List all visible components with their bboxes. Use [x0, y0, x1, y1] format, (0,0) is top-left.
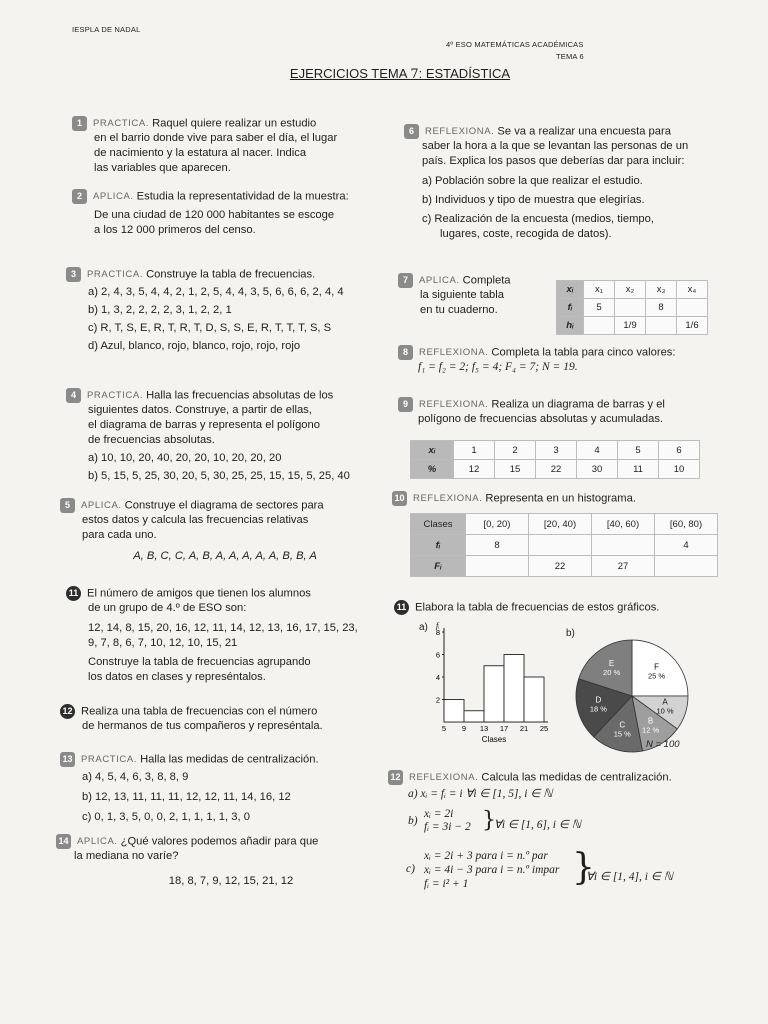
table-cell: [40, 60) — [592, 514, 655, 535]
exercise-tag: APLICA. — [93, 191, 134, 203]
exercise-tag: REFLEXIONA. — [413, 493, 483, 505]
pie-slice-label: C — [619, 720, 626, 730]
table-cell: x₂ — [615, 281, 646, 299]
text-line: Se va a realizar una encuesta para — [497, 125, 671, 138]
table-cell: [0, 20) — [466, 514, 529, 535]
table-cell: 2 — [495, 441, 536, 460]
data-list: A, B, C, C, A, B, A, A, A, A, A, B, B, A — [133, 550, 317, 563]
chart-a-label: a) — [419, 622, 428, 633]
table-cell: 11 — [618, 460, 659, 479]
table-header: Fᵢ — [411, 556, 466, 577]
exercise-12 — [60, 704, 390, 734]
text-line: el diagrama de barras y representa el polígono — [88, 419, 320, 432]
exercise-tag: APLICA. — [81, 500, 122, 512]
text-line: De una ciudad de 120 000 habitantes se escoge — [94, 209, 335, 222]
table-row — [557, 299, 708, 317]
table-cell: 10 — [659, 460, 700, 479]
table-ex10 — [410, 513, 718, 577]
text-line: El número de amigos que tienen los alumnos — [87, 587, 311, 600]
table-cell: 3 — [536, 441, 577, 460]
table-cell: 8 — [466, 535, 529, 556]
table-header: Clases — [411, 514, 466, 535]
exercise-number: 4 — [66, 388, 81, 403]
item-c-condition: ∀i ∈ [1, 4], i ∈ ℕ — [586, 871, 673, 883]
text-line: siguientes datos. Construye, a partir de ellas, — [88, 404, 312, 417]
exercise-tag: REFLEXIONA. — [425, 126, 495, 138]
table-cell: 1 — [454, 441, 495, 460]
table-cell — [655, 556, 718, 577]
text-line: Realiza un diagrama de barras y el — [491, 398, 665, 411]
brace-icon: } — [482, 808, 496, 833]
pie-slice-label: A — [662, 697, 668, 707]
text-line: polígono de frecuencias absolutas y acumuladas. — [418, 413, 664, 426]
equation: xᵢ = 4i − 3 para i = n.º impar — [424, 864, 560, 876]
exercise-8 — [398, 345, 718, 375]
pie-slice — [632, 640, 688, 696]
title-handwritten-number: 7 — [410, 67, 419, 82]
y-tick-label: 8 — [435, 628, 440, 637]
chart-b-label: b) — [566, 628, 575, 639]
x-tick-label: 17 — [499, 724, 509, 733]
exercise-tag: PRACTICA. — [81, 754, 138, 766]
unit-label: TEMA 6 — [556, 52, 584, 61]
brace-icon: } — [572, 847, 595, 888]
text-line: la mediana no varíe? — [74, 850, 179, 863]
pie-value-label: 18 % — [589, 704, 607, 714]
exercise-number: 1 — [72, 116, 87, 131]
table-cell: 15 — [495, 460, 536, 479]
exercise-number: 7 — [398, 273, 413, 288]
school-name: IESPLA DE NADAL — [72, 25, 141, 34]
text-line: Construye el diagrama de sectores para — [124, 499, 324, 512]
table-cell: 5 — [584, 299, 615, 317]
title-suffix: : ESTADÍSTICA — [418, 66, 511, 81]
table-row — [411, 460, 700, 479]
item-b: b) 12, 13, 11, 11, 11, 12, 12, 11, 14, 16, 12 — [82, 791, 291, 804]
histogram-bar — [464, 711, 484, 722]
exercise-tag: REFLEXIONA. — [419, 399, 489, 411]
table-row — [557, 317, 708, 335]
table-cell — [615, 299, 646, 317]
histogram-bar — [524, 677, 544, 722]
item-c: c) Realización de la encuesta (medios, tiempo, — [422, 213, 654, 226]
table-ex7 — [556, 280, 708, 335]
item-b: b) 1, 3, 2, 2, 2, 2, 3, 1, 2, 2, 1 — [88, 304, 232, 317]
pie-value-label: 15 % — [613, 729, 631, 739]
text-line: estos datos y calcula las frecuencias relativas — [82, 514, 309, 527]
text-line: saber la hora a la que se levantan las personas de un — [422, 140, 689, 153]
exercise-tag: APLICA. — [419, 275, 460, 287]
exercise-tag: PRACTICA. — [87, 390, 144, 402]
table-cell — [646, 317, 677, 335]
exercise-tag: APLICA. — [77, 836, 118, 848]
table-header: xᵢ — [557, 281, 584, 299]
text-line: Halla las medidas de centralización. — [140, 753, 319, 766]
table-cell: 4 — [577, 441, 618, 460]
text-line: a los 12 000 primeros del censo. — [94, 224, 256, 237]
table-row — [557, 281, 708, 299]
item-c-system — [424, 849, 559, 891]
histogram-chart — [420, 622, 560, 752]
exercise-12b — [388, 770, 718, 802]
text-line: Completa — [462, 274, 511, 287]
table-cell: 5 — [618, 441, 659, 460]
pie-slice-label: D — [595, 695, 602, 705]
exercise-tag: PRACTICA. — [87, 269, 144, 281]
item-b-condition: ∀i ∈ [1, 6], i ∈ ℕ — [494, 819, 581, 831]
exercise-4 — [66, 388, 396, 484]
equation: xᵢ = 2i + 3 para i = n.º par — [424, 850, 548, 862]
item-c: c) 0, 1, 3, 5, 0, 0, 2, 1, 1, 1, 1, 3, 0 — [82, 811, 250, 824]
pie-value-label: 12 % — [642, 725, 660, 735]
table-header: fᵢ — [411, 535, 466, 556]
data-list: 18, 8, 7, 9, 12, 15, 21, 12 — [168, 875, 294, 888]
exercise-1 — [72, 116, 392, 176]
exercise-number: 13 — [60, 752, 75, 767]
x-tick-label: 21 — [519, 724, 529, 733]
title-prefix: EJERCICIOS TEMA — [289, 66, 411, 81]
pie-total-label: N = 100 — [646, 739, 680, 750]
exercise-11b — [394, 600, 714, 615]
exercise-tag: REFLEXIONA. — [419, 347, 489, 359]
text-line: Realiza una tabla de frecuencias con el número — [81, 705, 318, 718]
text-line: Elabora la tabla de frecuencias de estos gráficos. — [415, 601, 660, 614]
text-line: país. Explica los pasos que deberías dar para incluir: — [422, 155, 685, 168]
x-tick-label: 5 — [441, 724, 447, 733]
pie-value-label: 20 % — [603, 667, 621, 677]
item-d: d) Azul, blanco, rojo, blanco, rojo, rojo, rojo — [88, 340, 301, 353]
table-cell — [466, 556, 529, 577]
text-line: la siguiente tabla — [420, 289, 504, 302]
exercise-number: 3 — [66, 267, 81, 282]
table-cell — [592, 535, 655, 556]
exercise-2 — [72, 189, 392, 238]
item-a: a) xᵢ = fᵢ = i ∀i ∈ [1, 5], i ∈ ℕ — [408, 788, 553, 801]
equation: fᵢ = 3i − 2 — [424, 821, 471, 833]
item-b-system — [424, 808, 471, 834]
item-b: b) Individuos y tipo de muestra que elegirías. — [422, 194, 645, 207]
histogram-bar — [444, 700, 464, 723]
exercise-number: 12 — [60, 704, 75, 719]
pie-slice-label: F — [654, 662, 659, 672]
y-axis-label: fᵢ — [436, 622, 440, 630]
exercise-5 — [60, 498, 390, 564]
exercise-number: 2 — [72, 189, 87, 204]
exercise-number: 9 — [398, 397, 413, 412]
page-title — [270, 66, 530, 82]
course-name: 4º ESO MATEMÁTICAS ACADÉMICAS — [446, 40, 584, 49]
exercise-14 — [56, 834, 386, 889]
table-cell: [20, 40) — [529, 514, 592, 535]
item-a: a) 2, 4, 3, 5, 4, 4, 2, 1, 2, 5, 4, 4, 3, 5, 6, 6, 6, 2, 4, 4 — [88, 286, 344, 299]
exercise-3 — [66, 267, 396, 354]
table-cell — [529, 535, 592, 556]
exercise-number: 8 — [398, 345, 413, 360]
data-line: 9, 7, 8, 6, 7, 10, 12, 10, 15, 21 — [88, 637, 238, 650]
table-cell: 22 — [529, 556, 592, 577]
pie-chart — [572, 636, 692, 756]
text-line: Completa la tabla para cinco valores: — [491, 346, 676, 359]
data-line: 12, 14, 8, 15, 20, 16, 12, 11, 14, 12, 13, 16, 17, 15, 23, — [88, 622, 358, 635]
item-b: b) 5, 15, 5, 25, 30, 20, 5, 30, 25, 25, 15, 15, 5, 25, 40 — [88, 470, 350, 483]
exercise-7 — [398, 273, 548, 318]
histogram-bar — [484, 666, 504, 722]
text-line: los datos en clases y represéntalos. — [88, 671, 266, 684]
table-row — [411, 535, 718, 556]
pie-value-label: 25 % — [647, 671, 666, 681]
table-cell: 12 — [454, 460, 495, 479]
equation: fᵢ = i² + 1 — [424, 878, 469, 890]
exercise-number: 11 — [66, 586, 81, 601]
y-tick-label: 6 — [435, 650, 440, 660]
table-cell: 30 — [577, 460, 618, 479]
table-row — [411, 441, 700, 460]
item-a: a) 10, 10, 20, 40, 20, 20, 10, 20, 20, 20 — [88, 452, 282, 465]
pie-slice-label: E — [608, 658, 615, 668]
equation: xᵢ = 2i — [424, 808, 454, 820]
item-c-label: c) — [406, 863, 415, 875]
pie-value-label: 10 % — [656, 706, 674, 716]
exercise-number: 5 — [60, 498, 75, 513]
text-line: de un grupo de 4.º de ESO son: — [88, 602, 247, 615]
table-cell: 1/6 — [677, 317, 708, 335]
table-cell: 27 — [592, 556, 655, 577]
item-c-cont: lugares, coste, recogida de datos). — [440, 228, 612, 241]
pie-slice-label: B — [647, 716, 654, 726]
text-line: de hermanos de tus compañeros y represéntala. — [82, 720, 323, 733]
table-row — [411, 514, 718, 535]
x-tick-label: 25 — [539, 724, 549, 733]
table-header: fᵢ — [557, 299, 584, 317]
table-cell: [60, 80) — [655, 514, 718, 535]
exercise-number: 12 — [388, 770, 403, 785]
text-line: Construye la tabla de frecuencias. — [146, 268, 316, 281]
text-line: en tu cuaderno. — [420, 304, 498, 317]
y-tick-label: 4 — [435, 673, 440, 682]
exercise-number: 6 — [404, 124, 419, 139]
conditions: f₁ = f₂ = 2; f₅ = 4; F₄ = 7; N = 19. — [418, 361, 578, 374]
exercise-6 — [404, 124, 714, 242]
text-line: para cada uno. — [82, 529, 157, 542]
table-cell: x₁ — [584, 281, 615, 299]
table-ex9 — [410, 440, 700, 479]
text-line: Representa en un histograma. — [485, 492, 636, 505]
item-a: a) 4, 5, 4, 6, 3, 8, 8, 9 — [82, 771, 189, 784]
text-line: ¿Qué valores podemos añadir para que — [120, 835, 319, 848]
table-cell — [584, 317, 615, 335]
table-cell: x₃ — [646, 281, 677, 299]
table-cell — [677, 299, 708, 317]
table-cell: 1/9 — [615, 317, 646, 335]
item-c: c) R, T, S, E, R, T, R, T, D, S, S, E, R, T, T, T, S, S — [88, 322, 332, 335]
text-line: Raquel quiere realizar un estudio — [152, 117, 317, 130]
exercise-number: 11 — [394, 600, 409, 615]
table-row — [411, 556, 718, 577]
text-line: Estudia la representatividad de la muestra: — [136, 190, 349, 203]
histogram-bar — [504, 655, 524, 723]
text-line: Construye la tabla de frecuencias agrupando — [88, 656, 311, 669]
text-line: de nacimiento y la estatura al nacer. Indica — [94, 147, 307, 160]
table-header: % — [411, 460, 454, 479]
exercise-9 — [398, 397, 718, 427]
table-header: xᵢ — [411, 441, 454, 460]
text-line: las variables que aparecen. — [94, 162, 231, 175]
x-tick-label: 9 — [461, 724, 467, 733]
item-a: a) Población sobre la que realizar el estudio. — [422, 175, 643, 188]
exercise-number: 14 — [56, 834, 71, 849]
table-cell: 8 — [646, 299, 677, 317]
exercise-tag: REFLEXIONA. — [409, 772, 479, 784]
table-cell: x₄ — [677, 281, 708, 299]
text-line: de frecuencias absolutas. — [88, 434, 215, 447]
table-header: hᵢ — [557, 317, 584, 335]
exercise-tag: PRACTICA. — [93, 118, 150, 130]
exercise-13 — [60, 752, 390, 825]
exercise-10 — [392, 491, 712, 506]
item-b-label: b) — [408, 815, 418, 827]
x-tick-label: 13 — [479, 724, 489, 733]
table-cell: 6 — [659, 441, 700, 460]
y-tick-label: 2 — [435, 695, 440, 705]
text-line: Halla las frecuencias absolutas de los — [146, 389, 334, 402]
table-cell: 22 — [536, 460, 577, 479]
text-line: Calcula las medidas de centralización. — [481, 771, 672, 784]
x-axis-label: Clases — [481, 735, 507, 744]
table-cell: 4 — [655, 535, 718, 556]
exercise-number: 10 — [392, 491, 407, 506]
text-line: en el barrio donde vive para saber el día, el lugar — [94, 132, 338, 145]
exercise-11 — [66, 586, 396, 685]
